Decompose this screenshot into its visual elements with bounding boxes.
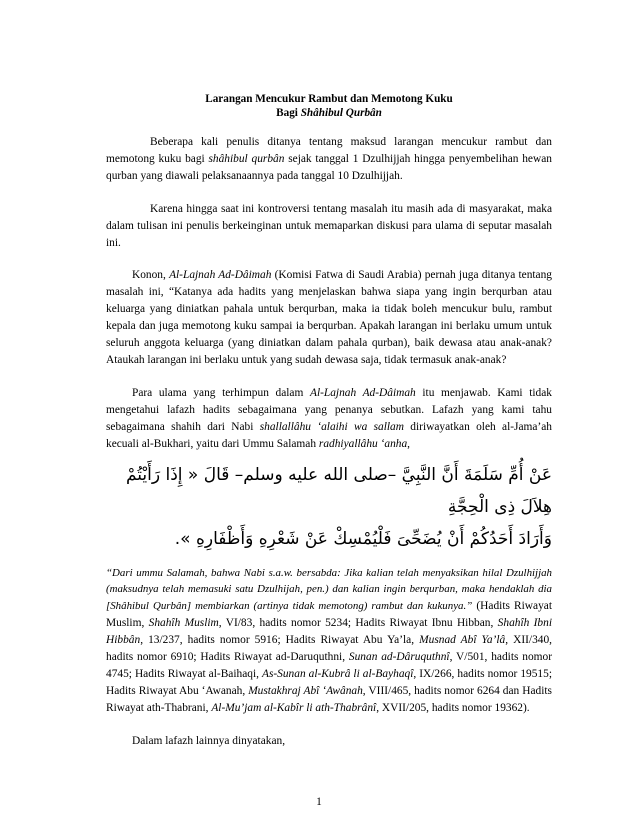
citation-source-4: Sunan ad-Dâruquthnî bbox=[348, 651, 450, 664]
citation-source-5: As-Sunan al-Kubrâ li al-Bayhaqî bbox=[261, 667, 414, 680]
paragraph-3-text: Konon, bbox=[132, 269, 170, 282]
arabic-line-2: وَأَرَادَ أَحَدُكُمْ أَنْ يُضَحِّىَ فَلْيُمْسِكْ عَنْ شَعْرِهِ وَأَظْفَارِهِ ». bbox=[174, 528, 552, 549]
citation-text-5: , V/501, hadits nomor 4745; Hadits Riwayat al-Baihaqi, bbox=[106, 651, 553, 680]
citation-text-4: , XII/340, hadits nomor 6910; Hadits Riwayat ad-Daruquthni, bbox=[106, 634, 553, 664]
citation-source-6: Mustakhraj Abî ‘Awânah bbox=[248, 684, 363, 697]
citation-text-1: (Hadits Riwayat Muslim, bbox=[106, 600, 553, 630]
paragraph-1-italic: shâhibul qurbân bbox=[208, 152, 285, 165]
citation-source-3: Musnad Abî Ya’lâ bbox=[419, 634, 506, 647]
page-number: 1 bbox=[316, 796, 322, 808]
paragraph-3-italic: Al-Lajnah Ad-Dâimah bbox=[169, 269, 272, 282]
document-body bbox=[106, 92, 552, 750]
paragraph-4-italic-d: shallallâhu ‘alaihi wa sallam bbox=[259, 420, 404, 433]
translation-italic: “Dari ummu Salamah, bahwa Nabi s.a.w. bersabda: Jika kalian telah menyaksikan hilal Dzulhijjah (maksudnya telah memasuki satu Dzulhijah, pen.) dan kalian ingin berqurban, maka hendaklah dia [Shâhibul Qurbân] membiarkan (artinya tidak memotong) rambut dan kukunya.” bbox=[106, 566, 552, 613]
citation-source-2: Shahîh Ibni Hibbân bbox=[106, 617, 552, 647]
title-line-1: Larangan Mencukur Rambut dan Memotong Kuku bbox=[205, 93, 453, 105]
paragraph-1 bbox=[106, 134, 552, 185]
title-line-2-prefix: Bagi bbox=[276, 107, 301, 119]
arabic-hadith bbox=[106, 459, 552, 555]
hadith-translation bbox=[106, 565, 552, 717]
paragraph-2: Karena hingga saat ini kontroversi tentang masalah itu masih ada di masyarakat, maka dalam tulisan ini penulis berkeinginan untuk memaparkan diskusi para ulama di seputar masalah ini. bbox=[106, 202, 552, 249]
paragraph-4 bbox=[106, 385, 552, 453]
citation-text-7: , VIII/465, hadits nomor 6264 dan Hadits Riwayat ath-Thabrani, bbox=[106, 684, 552, 714]
paragraph-4-italic-f: radhiyallâhu ‘anha bbox=[318, 437, 408, 450]
citation-source-7: Al-Mu’jam al-Kabîr li ath-Thabrânî bbox=[211, 701, 377, 714]
paragraph-1-text: Beberapa kali penulis ditanya tentang maksud larangan mencukur rambut dan memotong kuku bagi bbox=[106, 136, 552, 165]
paragraph-4-text-e: diriwayatkan oleh al-Jama’ah kecuali al-Bukhari, yaitu dari Ummu Salamah bbox=[106, 420, 552, 450]
paragraph-3 bbox=[106, 267, 552, 368]
arabic-line-1: عَنْ أُمِّ سَلَمَةَ أَنَّ النَّبِيَّ –صلى الله عليه وسلم– قَالَ « إِذَا رَأَيْتُمْ هِلاَلَ ذِى الْحِجَّةِ bbox=[125, 464, 552, 517]
document-title bbox=[106, 92, 552, 120]
title-line-2-italic: Shâhibul Qurbân bbox=[300, 107, 382, 119]
paragraph-4-text-g: , bbox=[407, 437, 411, 450]
citation-source-1: Shahîh Muslim bbox=[148, 617, 219, 630]
citation-text-2: , VI/83, hadits nomor 5234; Hadits Riwayat Ibnu Hibban, bbox=[218, 617, 498, 630]
paragraph-1-text-end: sejak tanggal 1 Dzulhijjah hingga penyembelihan hewan qurban yang diawali pelaksanaannya pada tanggal 10 Dzulhijjah. bbox=[106, 152, 552, 182]
citation-text-6: , IX/266, hadits nomor 19515; Hadits Riwayat Abu ‘Awanah, bbox=[106, 667, 552, 697]
citation-text-8: , XVII/205, hadits nomor 19362). bbox=[376, 701, 530, 714]
paragraph-4-text-a: Para ulama yang terhimpun dalam bbox=[132, 386, 310, 399]
citation-text-3: , 13/237, hadits nomor 5916; Hadits Riwayat Abu Ya’la, bbox=[140, 634, 420, 647]
title-line-2 bbox=[106, 106, 552, 120]
paragraph-5: Dalam lafazh lainnya dinyatakan, bbox=[132, 734, 286, 747]
paragraph-4-text-c: itu menjawab. Kami tidak mengetahui lafazh hadits sebagaimana yang penanya sebutkan. Lafazh yang kami tahu sebagaimana shahih dari Nabi bbox=[106, 386, 552, 433]
paragraph-3-text-end: (Komisi Fatwa di Saudi Arabia) pernah juga ditanya tentang masalah ini, “Katanya ada hadits yang menjelaskan bahwa siapa yang ingin berqurban atau keluarga yang diniatkan pahala untuk berqurban, maka ia tidak boleh mencukur bulu, rambut kepala dan juga memotong kuku sampai ia berqurban. Apakah larangan ini berlaku umum untuk seluruh anggota keluarga (yang diniatkan dalam pahala qurban), baik dewasa atau anak-anak? Ataukah larangan ini berlaku untuk yang sudah dewasa saja, tidak termasuk anak-anak? bbox=[106, 269, 552, 366]
paragraph-4-italic-b: Al-Lajnah Ad-Dâimah bbox=[309, 386, 416, 399]
